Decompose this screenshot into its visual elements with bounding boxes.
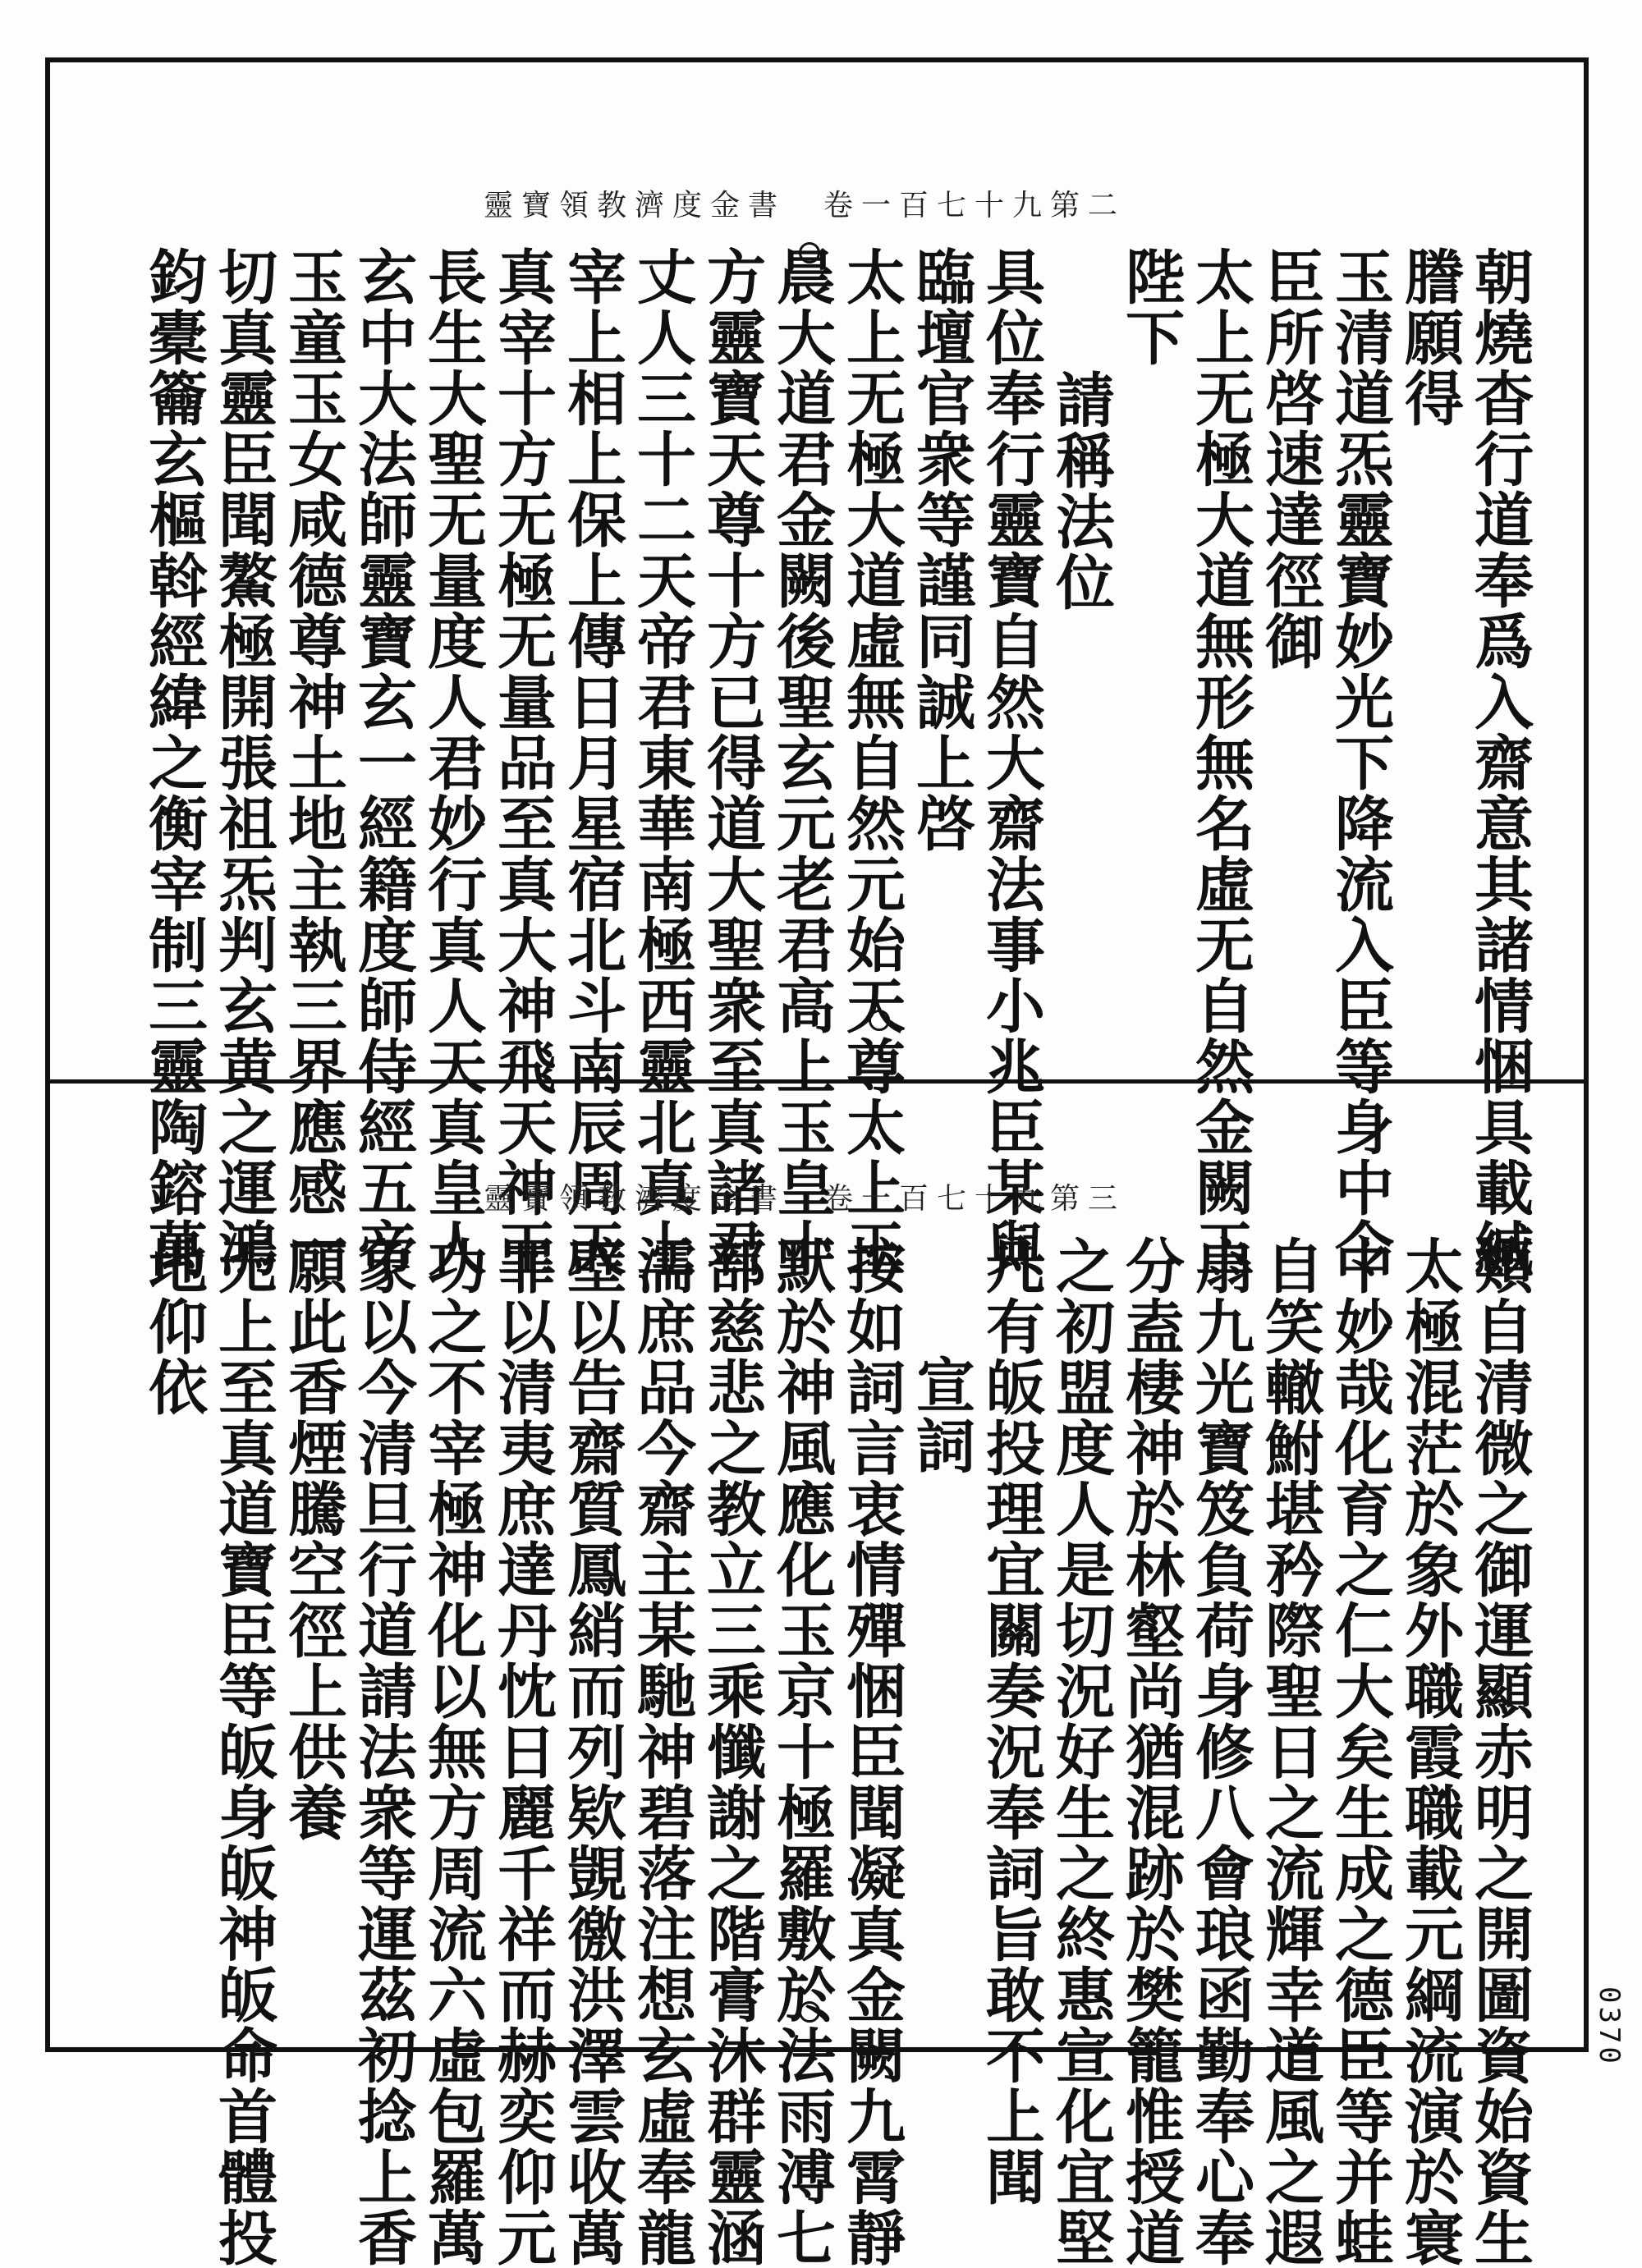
circle-mark-icon (869, 1010, 890, 1031)
bottom-column-11: 默於神風應化玉京十極羅敷於法雨溥七 (767, 1235, 837, 2268)
circle-mark-icon (799, 242, 820, 263)
top-column-16: 長生大聖无量度人君妙行真人天真皇人 (418, 246, 488, 1279)
bottom-column-16: 功之不宰極神化以無方周流六虛包羅萬 (418, 1235, 488, 2268)
bottom-column-9: 宣詞 (906, 1354, 976, 1476)
circle-mark-icon (799, 2001, 820, 2023)
bottom-column-4: 自笑轍鮒堪矜際聖日之流輝幸道風之遐 (1255, 1235, 1325, 2268)
top-column-20: 鈞橐籥玄樞斡經緯之衡宰制三靈陶鎔萬 (139, 246, 209, 1279)
bottom-column-13: 濡庶品今齋主某馳神碧落注想玄虛奉龍 (627, 1235, 697, 2268)
bottom-column-10: 按如詞言衷情殫悃臣聞凝真金闕九霄靜 (837, 1235, 906, 2268)
top-column-6: 陛下 (1116, 246, 1186, 368)
top-column-5: 太上无極大道無形無名虛无自然金闕玉 (1186, 246, 1255, 1279)
top-page-header: 靈寶領教濟度金書 卷一百七十九第二 (483, 189, 1126, 222)
bottom-column-15: 罪以清夷庶達丹忱日麗千祥而赫奕仰元 (488, 1235, 557, 2268)
bottom-column-5: 扇九光寶笈負荷身修八會琅函勤奉心奉 (1186, 1235, 1255, 2268)
top-column-18: 玉童玉女咸德尊神土地主執三界應感一 (278, 246, 348, 1279)
top-column-2: 謄願得 (1395, 246, 1465, 428)
bottom-column-3: 中妙哉化育之仁大矣生成之德臣等并蛙 (1325, 1235, 1395, 2268)
bottom-column-2: 太極混茫於象外職霞職載元綱流演於寰 (1395, 1235, 1465, 2268)
top-column-19: 切真靈臣聞鰲極開張祖炁判玄黄之運鴻 (209, 246, 278, 1279)
bottom-column-1: 類自清微之御運顯赤明之開圖資始資生 (1465, 1235, 1534, 2268)
top-column-12: 方靈寶天尊十方已得道大聖衆至真諸君 (697, 246, 767, 1279)
top-column-8: 具位奉行靈寶自然大齋法事小兆臣某與 (976, 246, 1046, 1279)
bottom-column-17: 象以今清旦行道請法衆等運茲初捻上香 (348, 1235, 418, 2268)
bottom-column-8: 凡有皈投理宜關奏況奉詞旨敢不上聞 (976, 1235, 1046, 2207)
top-column-7: 請稱法位 (1046, 369, 1116, 612)
bottom-column-6: 分盍棲神於林壑尚猶混跡於樊籠惟授道 (1116, 1235, 1186, 2268)
top-column-13: 丈人三十二天帝君東華南極西靈北真上 (627, 246, 697, 1279)
top-column-3: 玉清道炁靈寶妙光下降流入臣等身中令 (1325, 246, 1395, 1279)
top-column-4: 臣所啓速達徑御 (1255, 246, 1325, 671)
top-column-10: 太上无極大道虛無自然元始天尊太上玉 (837, 246, 906, 1279)
bottom-column-7: 之初盟度人是切況好生之終惠宣化宜堅 (1046, 1235, 1116, 2268)
bottom-column-20: 地仰依 (139, 1235, 209, 1418)
top-column-17: 玄中大法師靈寶玄一經籍度師侍經五帝 (348, 246, 418, 1279)
bottom-column-19: 无上至真道寶臣等皈身皈神皈命首體投 (209, 1235, 278, 2268)
bottom-column-18: 願此香煙騰空徑上供養 (278, 1235, 348, 1843)
top-column-11: 晨大道君金闕後聖玄元老君高上玉皇十 (767, 246, 837, 1279)
page-number: 0370 (1593, 1986, 1626, 2067)
top-column-14: 宰上相上保上傳日月星宿北斗南辰周天 (557, 246, 627, 1279)
bottom-column-12: 部慈悲之教立三乘懺謝之階膏沐群靈涵 (697, 1235, 767, 2268)
bottom-column-14: 壁以告齋質鳳綃而列欵覬徼洪澤雲收萬 (557, 1235, 627, 2268)
top-column-9: 臨壇官衆等謹同誠上啓 (906, 246, 976, 854)
top-column-1: 朝燒杳行道奉爲入齋意其諸情悃具載緘 (1465, 246, 1534, 1279)
top-column-15: 真宰十方无極无量品至真大神飛天神王 (488, 246, 557, 1279)
bottom-page-header: 靈寶領教濟度金書 卷一百七十九第三 (483, 1182, 1126, 1216)
